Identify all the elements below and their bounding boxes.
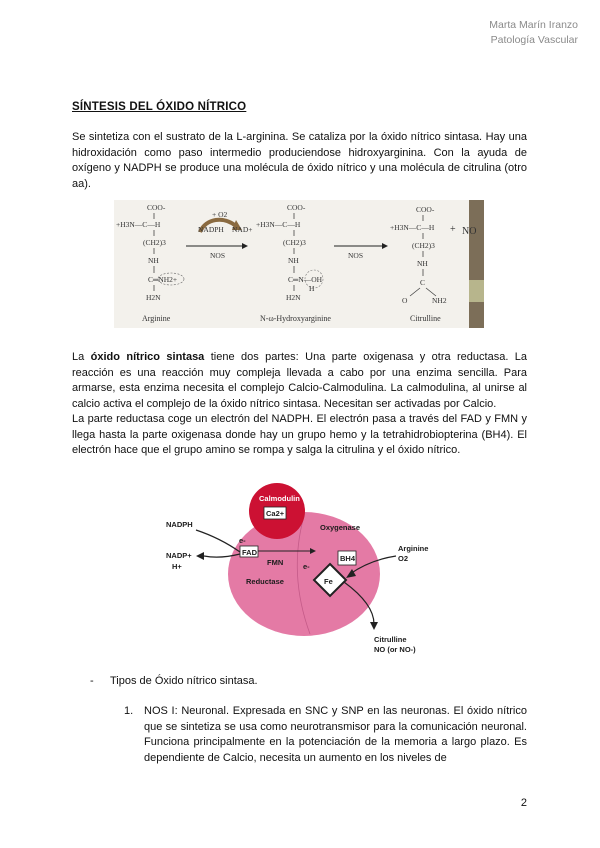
hyd-amine: +H3N—C—H [256,220,301,229]
arg-label: Arginine [142,314,171,323]
hyd-h2n: H2N [286,293,301,302]
arg-ch2: (CH2)3 [143,238,166,247]
iron-label: Fe [324,577,333,586]
arginine-label: Arginine [398,544,429,553]
oxygen-label: O2 [398,554,409,563]
enzyme-description: tiene dos partes: Una parte oxigenasa y otra reductasa. La reacción es una reacción muy compleja llevada a cabo por una enzima sencilla. Para armarse, esta enzima necesita el complejo Calcio-Calmodulina. La calmodulina, al unirse al calcio activa el complejo de la óxido nítrico sintasa. Necesitan ser activadas por Calcio. [72,351,528,410]
arg-c-nh2: C═NH2+ [148,275,178,284]
step2-nos: NOS [348,251,364,260]
citrulline-label: Citrulline [374,635,407,644]
author-name: Marta Marín Iranzo [489,19,578,31]
electron-2: e- [303,562,310,571]
list-item [124,704,527,766]
calmodulin-label: Calmodulin [259,494,300,503]
page-header [489,18,578,48]
oxygenase-label: Oxygenase [320,523,361,532]
step1-nadph: NADPH [198,225,224,234]
proton-label: H+ [172,562,182,571]
hyd-nh: NH [288,256,299,265]
nadph-label: NADPH [166,520,193,529]
fmn-label: FMN [267,558,284,567]
hyd-ch2: (CH2)3 [283,238,306,247]
step1-nos: NOS [210,251,226,260]
cit-label: Citrulline [410,314,441,323]
list-heading: - Tipos de Óxido nítrico sintasa. [90,675,258,687]
hyd-coo: COO- [287,203,306,212]
enzyme-paragraph [72,350,527,459]
enzyme-term: óxido nítrico sintasa [90,351,205,363]
enzyme-lead: La [72,351,91,363]
hyd-h: H [309,284,315,293]
nitric-oxide-bar [469,200,484,328]
arg-nh: NH [148,256,159,265]
electron-1: e- [239,536,246,545]
intro-paragraph: Se sintetiza con el sustrato de la L-arginina. Se cataliza por la óxido nítrico sintasa. Hay una hidroxidación como paso intermedio produciendose hidroxyarginina. Con la ayuda de oxígeno y NADPH se produce una molécula de óxido nítrico y una molécula de citrulina (otro aa). [72,131,527,190]
cit-nh2: NH2 [432,296,447,305]
nadp-label: NADP+ [166,551,192,560]
cit-nh: NH [417,259,428,268]
reductase-label: Reductase [246,577,284,586]
list-item-text: NOS I: Neuronal. Expresada en SNC y SNP en las neuronas. El óxido nítrico que se sintetiza se usa como neurotransmisor para la comunicación neuronal. Funciona principalmente en la potenciación de la memoria a largo plazo. Es dependiente de Calcio, necesita un aumento en los niveles de [144,705,527,764]
page-number: 2 [520,797,527,809]
hyd-label: N-ω-Hydroxyarginine [260,314,331,323]
step1-o2: + O2 [212,210,228,219]
cit-amine: +H3N—C—H [390,223,435,232]
list-heading-text: Tipos de Óxido nítrico sintasa. [110,675,258,687]
cit-c: C [420,278,426,287]
product-no: NO [462,226,477,237]
fad-label: FAD [242,548,257,557]
section-title: SÍNTESIS DEL ÓXIDO NÍTRICO [72,101,247,113]
calcium-label: Ca2+ [266,509,285,518]
arg-h2n: H2N [146,293,161,302]
list-item-number: 1. [124,705,134,717]
cit-ch2: (CH2)3 [412,241,435,250]
arg-coo: COO- [147,203,166,212]
reaction-svg [114,200,484,328]
product-plus: + [450,224,456,235]
subject-name: Patología Vascular [490,34,578,46]
nos-enzyme-diagram [160,474,450,666]
arg-amine: +H3N—C—H [116,220,161,229]
hyd-c-noh: C═N—OH [288,275,323,284]
cit-o: O [402,296,408,305]
reductase-description: La parte reductasa coge un electrón del NADPH. El electrón pasa a través del FAD y FMN y llega hasta la parte oxigenasa donde hay un grupo hemo y la tetrahidrobiopterina (BH4). El electrón hace que el grupo amino se rompa y salga la citrulina y el óxido nítrico. [72,413,527,456]
no-product-label: NO (or NO-) [374,645,416,654]
nos-diagram-svg [160,474,450,666]
reaction-figure [114,200,484,328]
cit-coo: COO- [416,205,435,214]
bh4-label: BH4 [340,554,356,563]
step1-nadp: NAD+ [232,225,253,234]
